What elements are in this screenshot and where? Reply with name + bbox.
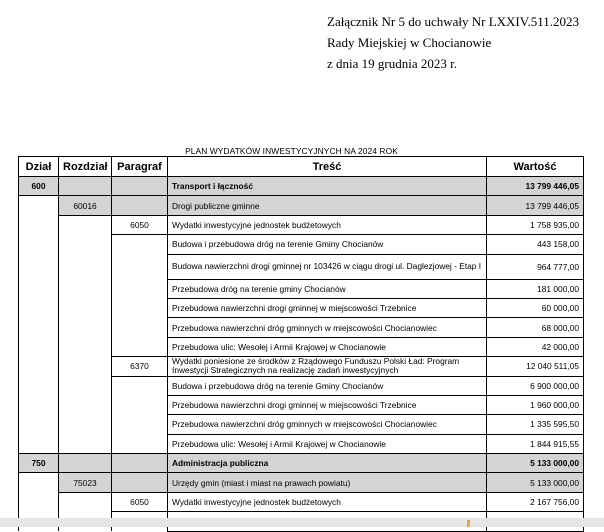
cell-tresc: Przebudowa nawierzchni drogi gminnej w miejscowości Trzebnice	[168, 298, 487, 317]
cell-tresc: Budowa i przebudowa dróg na terenie Gminy Chocianów	[168, 376, 487, 395]
table-row-task	[19, 298, 584, 317]
investment-plan-table	[18, 156, 584, 532]
cell-paragraf: 6370	[112, 357, 168, 376]
cell-tresc: Administracja publiczna	[168, 454, 487, 473]
cell-tresc: Przebudowa ulic: Wesołej i Armii Krajowej w Chocianowie	[168, 337, 487, 356]
cell-paragraf	[112, 454, 168, 473]
table-row-rozdzial	[19, 196, 584, 215]
cell-wartosc: 68 000,00	[487, 318, 584, 337]
cell-tresc: Przebudowa ulic: Wesołej i Armii Krajowej w Chocianowie	[168, 434, 487, 453]
cell-tresc: Przebudowa nawierzchni dróg gminnych w miejscowości Chocianowiec	[168, 318, 487, 337]
cell-tresc: Budowa nawierzchni drogi gminnej nr 103426 w ciągu drogi ul. Daglezjowej - Etap I	[168, 254, 487, 279]
table-row-task	[19, 376, 584, 395]
cursor-marker	[467, 520, 470, 527]
cell-wartosc: 6 900 000,00	[487, 376, 584, 395]
header-council-line: Rady Miejskiej w Chocianowie	[327, 35, 492, 50]
cell-rozdzial	[59, 454, 112, 473]
cell-paragraf: 6050	[112, 492, 168, 511]
cell-wartosc: 42 000,00	[487, 337, 584, 356]
viewer-bottom-bar	[0, 518, 604, 527]
cell-tresc: Przebudowa nawierzchni dróg gminnych w miejscowości Chocianowiec	[168, 415, 487, 434]
cell-wartosc: 1 844 915,55	[487, 434, 584, 453]
table-row-rozdzial	[19, 473, 584, 492]
cell-rozdzial	[59, 177, 112, 196]
cell-paragraf: 6050	[112, 215, 168, 234]
cell-paragraf	[112, 177, 168, 196]
header-date-line: z dnia 19 grudnia 2023 r.	[327, 56, 457, 71]
table-row-task	[19, 318, 584, 337]
cell-wartosc: 1 335 595,50	[487, 415, 584, 434]
header-attachment-line: Załącznik Nr 5 do uchwały Nr LXXIV.511.2023	[327, 14, 579, 29]
column-header-dzial: Dział	[19, 157, 59, 177]
table-row-task	[19, 235, 584, 254]
table-row-task	[19, 279, 584, 298]
cell-wartosc: 13 799 446,05	[487, 196, 584, 215]
table-row-task	[19, 337, 584, 356]
plan-title: PLAN WYDATKÓW INWESTYCYJNYCH NA 2024 ROK	[185, 146, 398, 156]
cell-wartosc: 181 000,00	[487, 279, 584, 298]
cell-tresc: Przebudowa nawierzchni drogi gminnej w miejscowości Trzebnice	[168, 395, 487, 414]
table-row-paragraf	[19, 215, 584, 234]
column-header-wartosc: Wartość	[487, 157, 584, 177]
cell-tresc: Wydatki poniesione ze środków z Rządowego Funduszu Polski Ład: Program Inwestycji Strategicznych na realizację zadań inwestycyjnych	[168, 357, 487, 376]
document-header	[327, 11, 579, 74]
cell-wartosc: 5 133 000,00	[487, 473, 584, 492]
cell-tresc: Wydatki inwestycyjne jednostek budżetowych	[168, 215, 487, 234]
cell-wartosc: 1 960 000,00	[487, 395, 584, 414]
column-header-tresc: Treść	[168, 157, 487, 177]
cell-tresc: Wydatki inwestycyjne jednostek budżetowych	[168, 492, 487, 511]
column-header-rozdzial: Rozdział	[59, 157, 112, 177]
cell-tresc: Przebudowa dróg na terenie gminy Chocianów	[168, 279, 487, 298]
table-row-task	[19, 415, 584, 434]
cell-wartosc: 5 133 000,00	[487, 454, 584, 473]
cell-dzial-empty	[19, 196, 59, 215]
cell-wartosc: 443 158,00	[487, 235, 584, 254]
cell-wartosc: 12 040 511,05	[487, 357, 584, 376]
cell-dzial: 750	[19, 454, 59, 473]
table-row-task	[19, 254, 584, 279]
cell-rozdzial: 75023	[59, 473, 112, 492]
cell-tresc: Urzędy gmin (miast i miast na prawach powiatu)	[168, 473, 487, 492]
cell-paragraf	[112, 473, 168, 492]
table-row-task	[19, 395, 584, 414]
cell-tresc: Transport i łączność	[168, 177, 487, 196]
cell-tresc: Budowa i przebudowa dróg na terenie Gminy Chocianów	[168, 235, 487, 254]
cell-wartosc: 964 777,00	[487, 254, 584, 279]
column-header-paragraf: Paragraf	[112, 157, 168, 177]
cell-paragraf	[112, 196, 168, 215]
cell-dzial: 600	[19, 177, 59, 196]
table-header-row	[19, 157, 584, 177]
cell-wartosc: 2 167 756,00	[487, 492, 584, 511]
table-row-paragraf	[19, 492, 584, 511]
cell-wartosc: 13 799 446,05	[487, 177, 584, 196]
cell-wartosc: 1 758 935,00	[487, 215, 584, 234]
cell-tresc: Drogi publiczne gminne	[168, 196, 487, 215]
table-row-dzial	[19, 454, 584, 473]
table-row-dzial	[19, 177, 584, 196]
table-row-paragraf	[19, 357, 584, 376]
cell-wartosc: 60 000,00	[487, 298, 584, 317]
cell-rozdzial: 60016	[59, 196, 112, 215]
table-row-task	[19, 434, 584, 453]
